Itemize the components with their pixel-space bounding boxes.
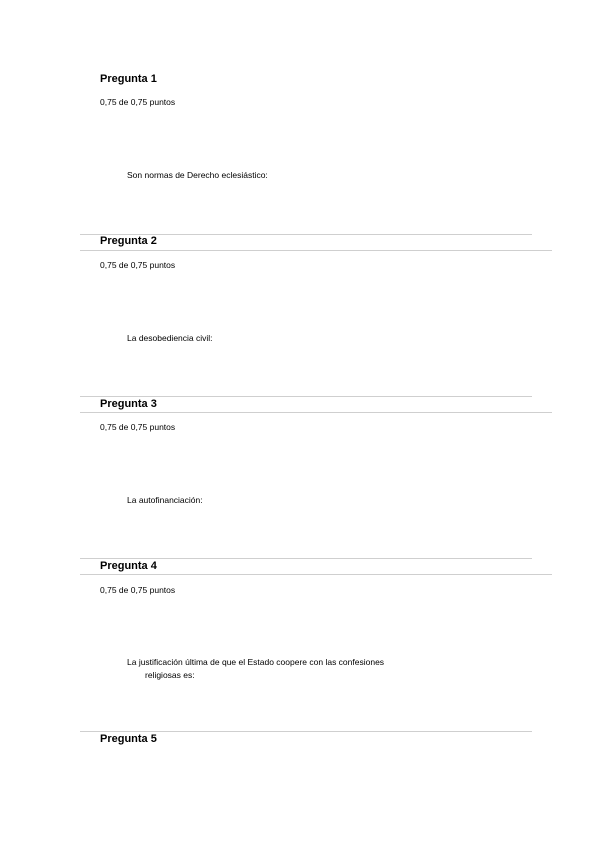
question-4-text-line-1: La justificación última de que el Estado coopere con las confesiones <box>127 657 385 667</box>
question-3-text: La autofinanciación: <box>127 495 203 505</box>
separator <box>80 558 532 559</box>
question-4-text <box>127 656 467 682</box>
question-1-score: 0,75 de 0,75 puntos <box>100 97 176 107</box>
separator <box>80 396 532 397</box>
question-1-title: Pregunta 1 <box>100 73 157 85</box>
question-3-title: Pregunta 3 <box>100 398 157 410</box>
separator <box>80 250 552 251</box>
separator <box>80 574 552 575</box>
question-5-title: Pregunta 5 <box>100 733 157 745</box>
question-4-score: 0,75 de 0,75 puntos <box>100 585 176 595</box>
question-2-text: La desobediencia civil: <box>127 333 213 343</box>
question-1-text: Son normas de Derecho eclesiástico: <box>127 170 268 180</box>
separator <box>80 731 532 732</box>
question-4-title: Pregunta 4 <box>100 560 157 572</box>
question-4-text-line-2: religiosas es: <box>145 670 195 680</box>
question-2-score: 0,75 de 0,75 puntos <box>100 260 176 270</box>
question-3-score: 0,75 de 0,75 puntos <box>100 422 176 432</box>
separator <box>80 412 552 413</box>
question-2-title: Pregunta 2 <box>100 235 157 247</box>
